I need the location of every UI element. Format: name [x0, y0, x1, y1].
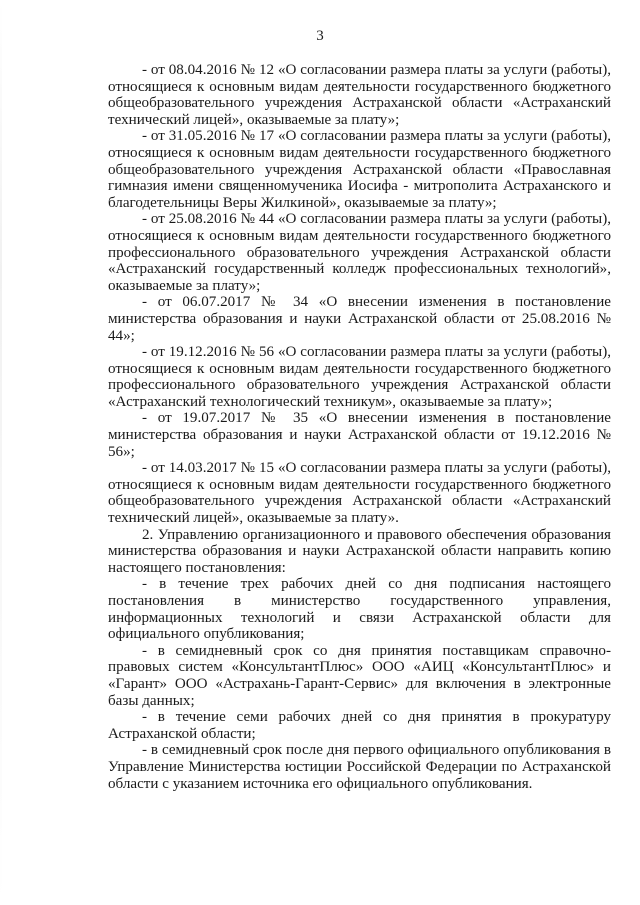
- section-2-item-ministry-justice: - в семидневный срок после дня первого официального опубликования в Управление Министерства юстиции Российской Федерации по Астраханской области с указанием источника его официального опубликования.: [108, 742, 611, 792]
- list-item-resolution-15: - от 14.03.2017 № 15 «О согласовании размера платы за услуги (работы), относящиеся к основным видам деятельности государственного бюджетного общеобразовательного учреждения Астраханской области «Астраханский технический лицей», оказываемые за плату».: [108, 460, 611, 527]
- section-2-item-publication: - в течение трех рабочих дней со дня подписания настоящего постановления в министерство государственного управления, информационных технологий и связи Астраханской области для официального опубликования;: [108, 576, 611, 643]
- list-item-resolution-17: - от 31.05.2016 № 17 «О согласовании размера платы за услуги (работы), относящиеся к основным видам деятельности государственного бюджетного общеобразовательного учреждения Астраханской области «Православная гимназия имени священномученика Иосифа - митрополита Астраханского и благодетельницы Веры Жилкиной», оказываемые за плату»;: [108, 128, 611, 211]
- section-2-item-prosecutor: - в течение семи рабочих дней со дня принятия в прокуратуру Астраханской области;: [108, 709, 611, 742]
- section-2-intro: 2. Управлению организационного и правового обеспечения образования министерства образования и науки Астраханской области направить копию настоящего постановления:: [108, 526, 611, 576]
- section-2-item-legal-systems: - в семидневный срок со дня принятия поставщикам справочно-правовых систем «КонсультантПлюс» ООО «АИЦ «КонсультантПлюс» и «Гарант» ООО «Астрахань-Гарант-Сервис» для включения в электронные базы данных;: [108, 642, 611, 709]
- list-item-resolution-44: - от 25.08.2016 № 44 «О согласовании размера платы за услуги (работы), относящиеся к основным видам деятельности государственного бюджетного профессионального образовательного учреждения Астраханской области «Астраханский государственный колледж профессиональных технологий», оказываемые за плату»;: [108, 211, 611, 294]
- list-item-resolution-34: - от 06.07.2017 № 34 «О внесении изменения в постановление министерства образования и науки Астраханской области от 25.08.2016 № 44»;: [108, 294, 611, 344]
- document-body: [108, 62, 611, 792]
- list-item-resolution-56: - от 19.12.2016 № 56 «О согласовании размера платы за услуги (работы), относящиеся к основным видам деятельности государственного бюджетного профессионального образовательного учреждения Астраханской области «Астраханский технологический техникум», оказываемые за плату»;: [108, 344, 611, 410]
- list-item-resolution-12: - от 08.04.2016 № 12 «О согласовании размера платы за услуги (работы), относящиеся к основным видам деятельности государственного бюджетного общеобразовательного учреждения Астраханской области «Астраханский технический лицей», оказываемые за плату»;: [108, 62, 611, 128]
- scan-margin-shadow: [0, 0, 2, 905]
- page-number: 3: [316, 28, 324, 44]
- list-item-resolution-35: - от 19.07.2017 № 35 «О внесении изменения в постановление министерства образования и науки Астраханской области от 19.12.2016 № 56»;: [108, 410, 611, 460]
